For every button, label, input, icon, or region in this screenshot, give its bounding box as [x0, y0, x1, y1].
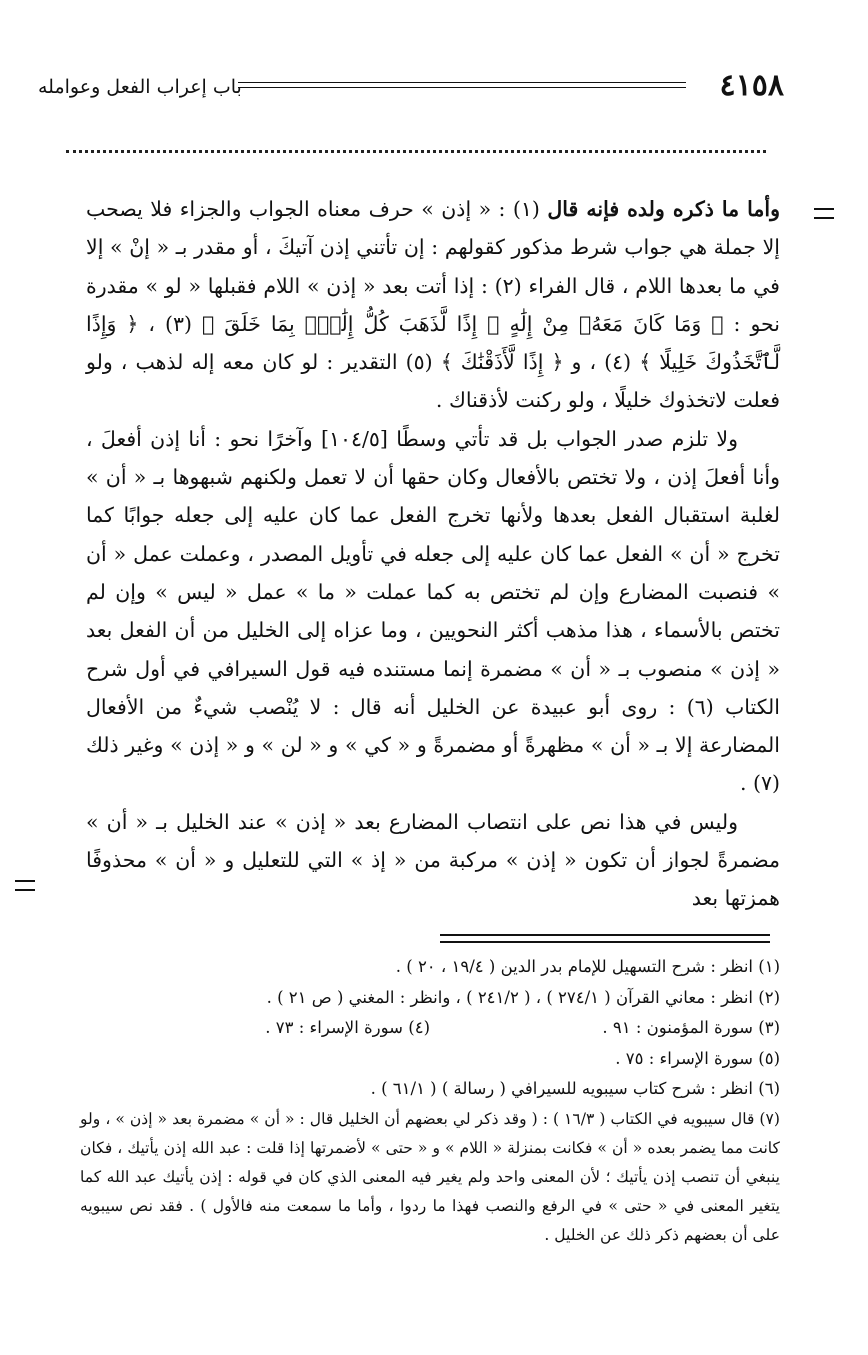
- footnote-2: (٢) انظر : معاني القرآن ( ٢٧٤/١ ) ، ( ٢٤١/٢ ) ، وانظر : المغني ( ص ٢١ ) .: [266, 987, 780, 1007]
- footnote-5: (٥) سورة الإسراء : ٧٥ .: [615, 1048, 780, 1068]
- paragraph-1: [86, 190, 780, 420]
- chapter-title: باب إعراب الفعل وعوامله: [38, 76, 242, 98]
- lead-bold-text: وأما ما ذكره ولده فإنه قال: [547, 197, 780, 221]
- footnote-6: (٦) انظر : شرح كتاب سيبويه للسيرافي ( رسالة ) ( ٦١/١ ) .: [370, 1079, 780, 1098]
- header-rule-double: [238, 87, 686, 88]
- footnote-3: (٣) سورة المؤمنون : ٩١ .: [602, 1018, 780, 1037]
- footnote-1: (١) انظر : شرح التسهيل للإمام بدر الدين ( ١٩/٤ ، ٢٠ ) .: [395, 957, 780, 976]
- continuation-mark-bottom: [15, 880, 35, 891]
- paragraph-3: وليس في هذا نص على انتصاب المضارع بعد « إذن » عند الخليل بـ « أن » مضمرةً لجواز أن تكون « إذن » مركبة من « إذ » التي للتعليل و « أن » محذوفًا همزتها بعد: [86, 809, 780, 911]
- main-text: [86, 190, 780, 918]
- paragraph-1-text: (١) : « إذن » حرف معناه الجواب والجزاء فلا يصحب إلا جملة هي جواب شرط مذكور كقولهم : إن تأتني إذن آتيكَ ، أو مقدر بـ « إنْ » إلا في ما بعدها اللام ، قال الفراء (٢) : إذا أتت بعد « إذن » اللام فقبلها « لو » مقدرة نحو : ﴿ وَمَا كَانَ مَعَهُۥ مِنْ إِلَٰهٍ ۚ إِذًا لَّذَهَبَ كُلُّ إِلَٰهٍۭ بِمَا خَلَقَ ﴾ (٣) ، ﴿ وَإِذًا لَّٱتَّخَذُوكَ خَلِيلًا ﴾ (٤) ، و ﴿ إِذًا لَّأَذَقْنَٰكَ ﴾ (٥) التقدير : لو كان معه إله لذهب ، ولو فعلت لاتخذوك خليلًا ، ولو ركنت لأذقناك .: [86, 197, 780, 413]
- header-rule: [238, 82, 686, 83]
- running-header: [38, 66, 784, 112]
- footnote-row-3-4: [80, 1013, 780, 1044]
- footnote-4: (٤) سورة الإسراء : ٧٣ .: [265, 1018, 430, 1037]
- footnote-separator: [440, 934, 770, 943]
- footnote-7: (٧) قال سيبويه في الكتاب ( ١٦/٣ ) : ( وقد ذكر لي بعضهم أن الخليل قال : « أن » مضمرة بعد « إذن » ، ولو كانت مما يضمر بعده « أن » فكانت بمنزلة « اللام » و « حتى » لأضمرتها إذا قلت : عبد الله إذن يأتيك ، فكان ينبغي أن تنصب إذن يأتيك ؛ لأن المعنى واحد ولم يغير فيه المعنى الذي كان في قوله : إذن يأتيك عبد الله كما يتغير المعنى في « حتى » في الرفع والنصب فهذا ما ردوا ، وأما ما سمعت منه فالأول ) . فقد نص سيبويه على أن بعضهم ذكر ذلك عن الخليل .: [80, 1109, 780, 1244]
- dotted-separator: [66, 150, 766, 153]
- page-number: ٤١٥٨: [719, 68, 784, 103]
- paragraph-2: ولا تلزم صدر الجواب بل قد تأتي وسطًا [١٠٤/٥] وآخرًا نحو : أنا إذن أفعلَ ، وأنا أفعلَ إذن ، ولا تختص بالأفعال وكان حقها أن لا تعمل ولكنهم شبهوها بـ « أن » لغلبة استقبال الفعل بعدها ولأنها تخرج الفعل عما كان عليه إلى جعله جوابًا كما تخرج « أن » الفعل عما كان عليه إلى جعله في تأويل المصدر ، وعملت عمل « أن » فنصبت المضارع وإن لم تختص به كما عملت « ما » عمل « ليس » وإن لم تختص بالأسماء ، هذا مذهب أكثر النحويين ، وما عزاه إلى الخليل من أن الفعل بعد « إذن » منصوب بـ « أن » مضمرة إنما مستنده فيه قول السيرافي في أول شرح الكتاب (٦) : روى أبو عبيدة عن الخليل أنه قال : لا يُنْصب شيءٌ من الأفعال المضارعة إلا بـ « أن » مظهرةً أو مضمرةً و « كي » و « لن » و « إذن » وغير ذلك (٧) .: [86, 426, 781, 796]
- footnotes: [80, 952, 780, 1250]
- continuation-mark-top: [814, 208, 834, 219]
